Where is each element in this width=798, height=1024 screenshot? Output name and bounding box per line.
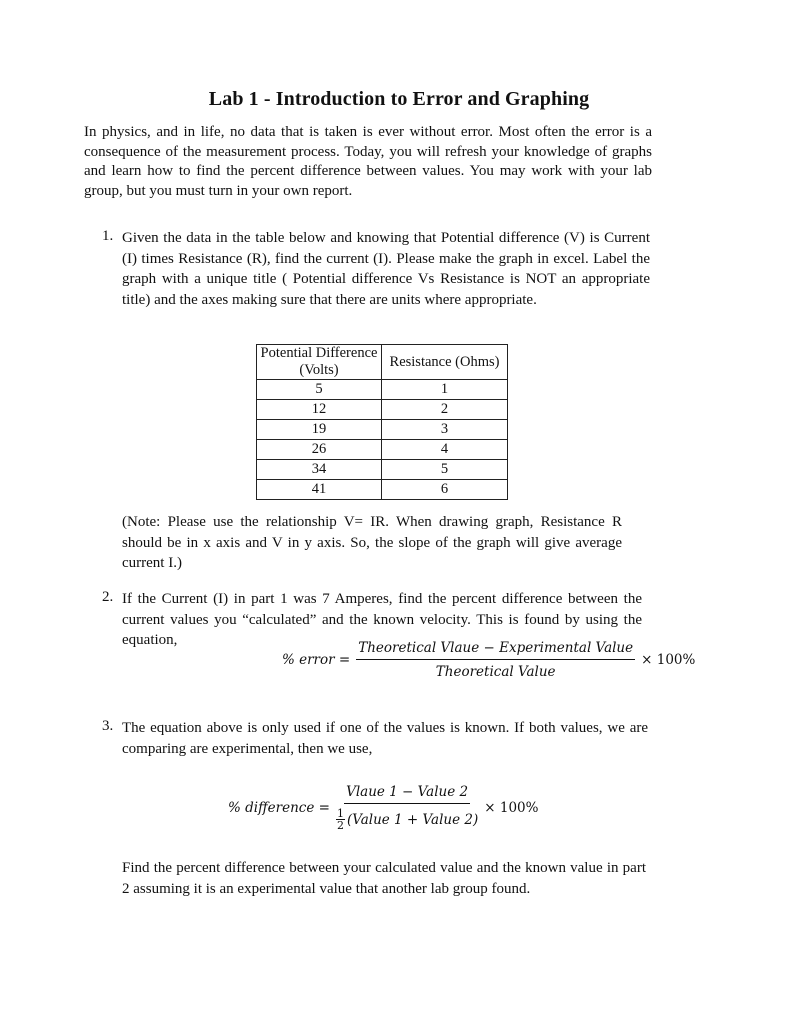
- table-row: [257, 400, 508, 420]
- question-3-followup: Find the percent difference between your calculated value and the known value in part 2 assuming it is an experimental value that another lab group found.: [122, 860, 646, 897]
- cell-resistance: 1: [382, 380, 508, 400]
- question-1-number: 1.: [102, 228, 114, 244]
- cell-voltage: 41: [257, 480, 382, 500]
- column-header-potential-difference: Potential Difference (Volts): [257, 345, 382, 380]
- table-row: [257, 480, 508, 500]
- question-3-text: The equation above is only used if one of the values is known. If both values, we are comparing are experimental, then we use,: [122, 720, 648, 757]
- cell-voltage: 26: [257, 440, 382, 460]
- table-header-row: [257, 345, 508, 380]
- percent-difference-multiplier: × 100%: [484, 799, 539, 816]
- question-1-text: Given the data in the table below and knowing that Potential difference (V) is Current (I) times Resistance (R), find the current (I). Please make the graph in excel. Label the graph with a unique title ( Potential difference Vs Resistance is NOT an appropriate title) and the axes making sure that there are units where appropriate.: [122, 230, 650, 308]
- percent-error-formula: [282, 640, 695, 680]
- percent-difference-denominator-group: [336, 804, 478, 831]
- question-1-note: (Note: Please use the relationship V= IR. When drawing graph, Resistance R should be in x axis and V in y axis. So, the slope of the graph will give average current I.): [122, 514, 622, 571]
- question-2-number: 2.: [102, 589, 114, 605]
- cell-voltage: 34: [257, 460, 382, 480]
- cell-voltage: 12: [257, 400, 382, 420]
- table-row: [257, 460, 508, 480]
- intro-paragraph: In physics, and in life, no data that is taken is ever without error. Most often the error is a consequence of the measurement process. Today, you will refresh your knowledge of graphs and learn how to find the percent difference between values. You may work with your lab group, but you must turn in your own report.: [84, 124, 652, 199]
- page-title: Lab 1 - Introduction to Error and Graphing: [208, 88, 590, 110]
- one-half-numerator: 1: [336, 807, 344, 820]
- one-half-denominator: 2: [336, 819, 344, 832]
- percent-error-numerator: Theoretical Vlaue − Experimental Value: [356, 640, 635, 660]
- percent-difference-denominator: (Value 1 + Value 2): [346, 811, 479, 828]
- cell-resistance: 4: [382, 440, 508, 460]
- cell-resistance: 3: [382, 420, 508, 440]
- percent-difference-formula: [228, 784, 538, 831]
- question-3-number: 3.: [102, 718, 114, 734]
- table-row: [257, 380, 508, 400]
- question-2-text: If the Current (I) in part 1 was 7 Amperes, find the percent difference between the current values you “calculated” and the known velocity. This is found by using the equation,: [122, 591, 642, 648]
- cell-resistance: 6: [382, 480, 508, 500]
- one-half-fraction: [336, 808, 345, 831]
- cell-voltage: 19: [257, 420, 382, 440]
- cell-resistance: 2: [382, 400, 508, 420]
- percent-difference-lhs: % difference =: [228, 799, 330, 816]
- percent-difference-fraction: [336, 784, 478, 831]
- cell-resistance: 5: [382, 460, 508, 480]
- table-row: [257, 440, 508, 460]
- percent-difference-numerator: Vlaue 1 − Value 2: [344, 784, 470, 804]
- percent-error-multiplier: × 100%: [641, 652, 696, 668]
- column-header-resistance: Resistance (Ohms): [382, 345, 508, 380]
- percent-error-denominator: Theoretical Value: [435, 664, 556, 680]
- percent-error-lhs: % error =: [282, 652, 351, 668]
- table-row: [257, 420, 508, 440]
- cell-voltage: 5: [257, 380, 382, 400]
- data-table: [256, 344, 508, 500]
- percent-error-fraction: [356, 640, 635, 680]
